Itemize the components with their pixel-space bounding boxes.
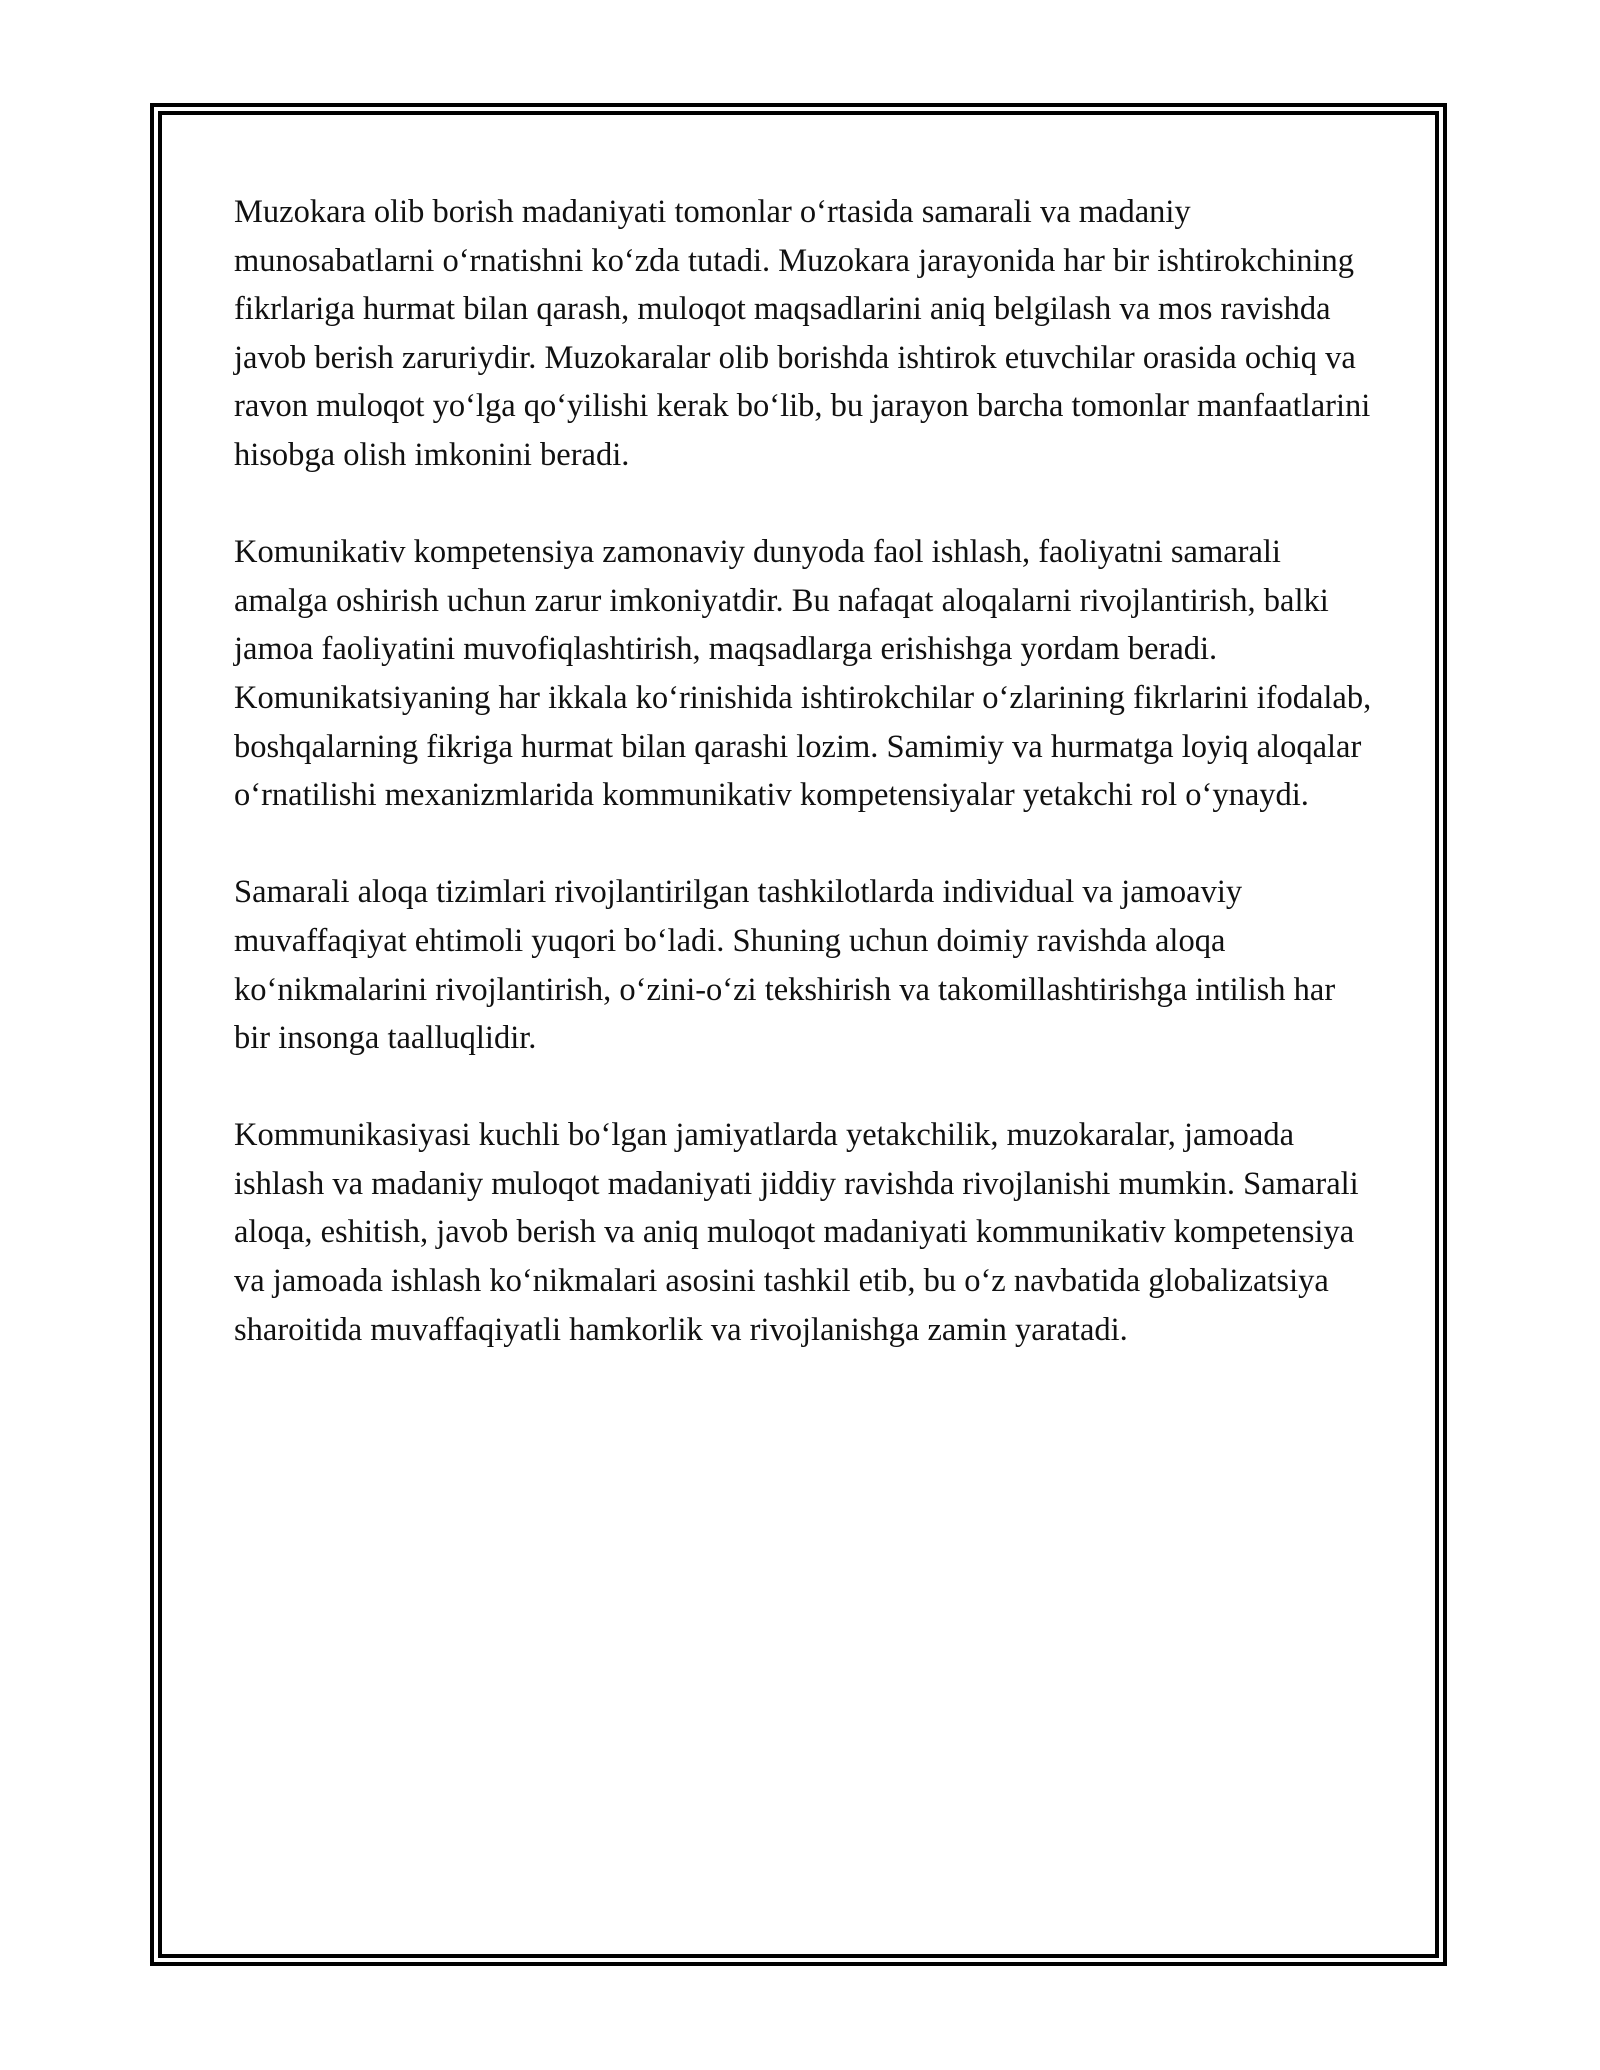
paragraph-effective-communication-systems: Samarali aloqa tizimlari rivojlantirilgan tashkilotlarda individual va jamoaviy muvaffaqiyat ehtimoli yuqori bo‘ladi. Shuning uchun doimiy ravishda aloqa ko‘nikmalarini rivojlantirish, o‘zini-o‘zi tekshirish va takomillashtirishga intilish har bir insonga taalluqlidir.	[234, 874, 1336, 1057]
paragraph-strong-communication-societies: Kommunikasiyasi kuchli bo‘lgan jamiyatlarda yetakchilik, muzokaralar, jamoada ishlash va madaniy muloqot madaniyati jiddiy ravishda rivojlanishi mumkin. Samarali aloqa, eshitish, javob berish va aniq muloqot madaniyati kommunikativ kompetensiya va jamoada ishlash ko‘nikmalari asosini tashkil etib, bu o‘z navbatida globalizatsiya sharoitida muvaffaqiyatli hamkorlik va rivojlanishga zamin yaratadi.	[234, 1117, 1359, 1348]
document-body	[234, 188, 1374, 1403]
paragraph-communicative-competence: Komunikativ kompetensiya zamonaviy dunyoda faol ishlash, faoliyatni samarali amalga oshirish uchun zarur imkoniyatdir. Bu nafaqat aloqalarni rivojlantirish, balki jamoa faoliyatini muvofiqlashtirish, maqsadlarga erishishga yordam beradi. Komunikatsiyaning har ikkala ko‘rinishida ishtirokchilar o‘zlarining fikrlarini ifodalab, boshqalarning fikriga hurmat bilan qarashi lozim. Samimiy va hurmatga loyiq aloqalar o‘rnatilishi mexanizmlarida kommunikativ kompetensiyalar yetakchi rol o‘ynaydi.	[234, 534, 1372, 814]
paragraph-negotiation-culture: Muzokara olib borish madaniyati tomonlar o‘rtasida samarali va madaniy munosabatlarni o‘rnatishni ko‘zda tutadi. Muzokara jarayonida har bir ishtirokchining fikrlariga hurmat bilan qarash, muloqot maqsadlarini aniq belgilash va mos ravishda javob berish zaruriydir. Muzokaralar olib borishda ishtirok etuvchilar orasida ochiq va ravon muloqot yo‘lga qo‘yilishi kerak bo‘lib, bu jarayon barcha tomonlar manfaatlarini hisobga olish imkonini beradi.	[234, 194, 1371, 473]
